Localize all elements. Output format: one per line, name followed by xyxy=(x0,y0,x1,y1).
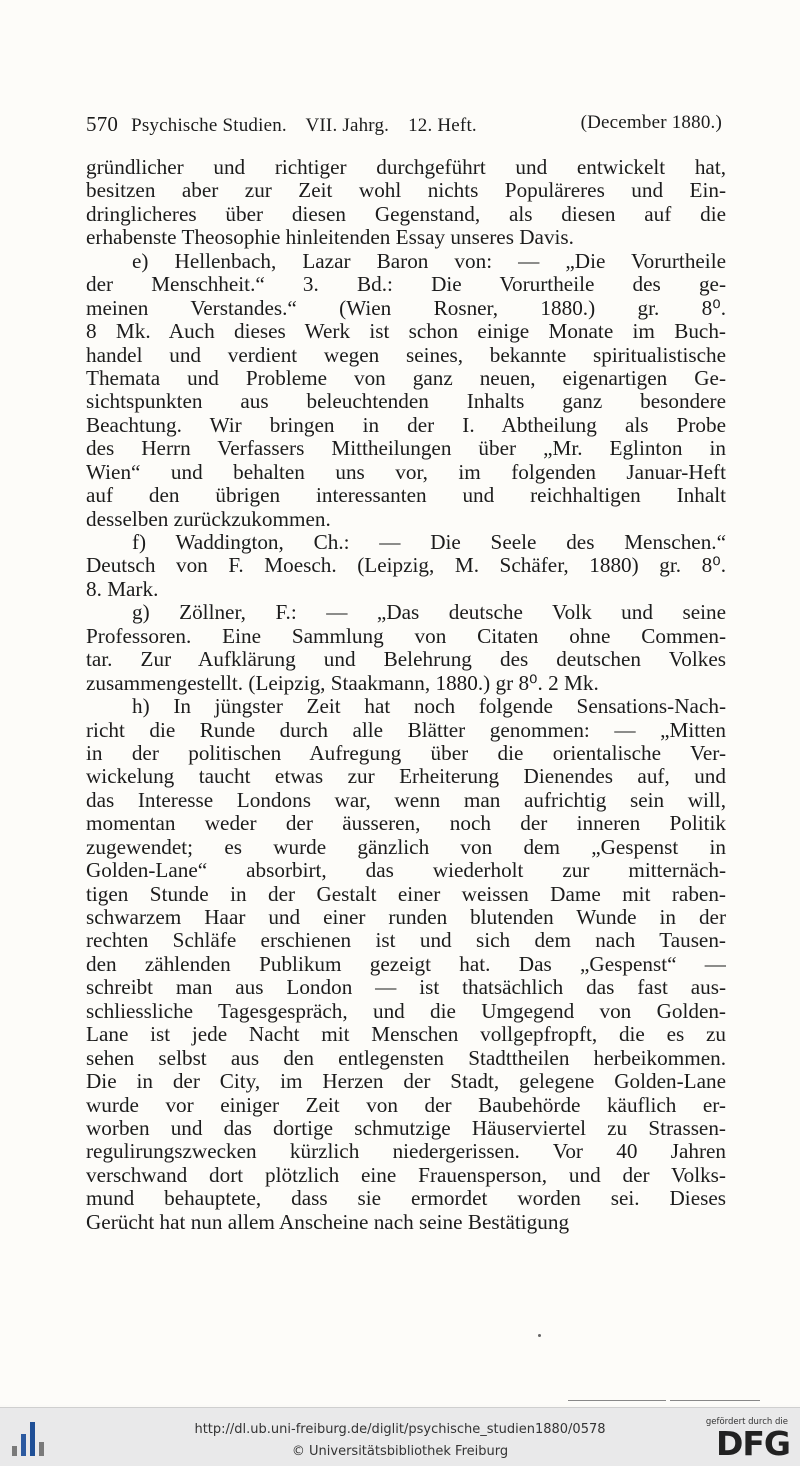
text-line: wickelung taucht etwas zur Erheiterung Dienendes auf, und xyxy=(86,765,726,789)
text-line: e) Hellenbach, Lazar Baron von: — „Die Vorurtheile xyxy=(132,249,726,273)
journal-title: Psychische Studien. xyxy=(131,115,287,136)
text-line: 8 Mk. Auch dieses Werk ist schon einige Monate im Buch- xyxy=(86,320,726,344)
text-line: regulirungszwecken kürzlich niedergerissen. Vor 40 Jahren xyxy=(86,1140,726,1164)
text-line: zusammengestellt. (Leipzig, Staakmann, 1880.) gr 8⁰. 2 Mk. xyxy=(86,671,599,695)
text-line: tar. Zur Aufklärung und Belehrung des deutschen Volkes xyxy=(86,648,726,672)
text-line: Golden-Lane“ absorbirt, das wiederholt zur mitternäch- xyxy=(86,859,726,883)
text-line: handel und verdient wegen seines, bekannte spiritualistische xyxy=(86,343,726,367)
text-line: schreibt man aus London — ist thatsächlich das fast aus- xyxy=(86,976,726,1000)
text-line: wurde vor einiger Zeit von der Baubehörde käuflich er- xyxy=(86,1093,726,1117)
text-line: Beachtung. Wir bringen in der I. Abtheilung als Probe xyxy=(86,413,726,437)
bottom-rule-right xyxy=(670,1400,760,1401)
text-line: sichtspunkten aus beleuchtenden Inhalts ganz besondere xyxy=(86,390,726,414)
funding-note: gefördert durch die xyxy=(705,1417,788,1427)
text-line: rechten Schläfe erschienen ist und sich dem nach Tausen- xyxy=(86,929,726,953)
text-line: g) Zöllner, F.: — „Das deutsche Volk und seine xyxy=(132,601,726,625)
text-line: das Interesse Londons war, wenn man aufrichtig sein will, xyxy=(86,788,726,812)
text-line: Die in der City, im Herzen der Stadt, gelegene Golden-Lane xyxy=(86,1070,726,1094)
text-line: meinen Verstandes.“ (Wien Rosner, 1880.) gr. 8⁰. xyxy=(86,296,726,320)
page-number: 570 xyxy=(86,112,119,136)
text-line: Deutsch von F. Moesch. (Leipzig, M. Schäfer, 1880) gr. 8⁰. xyxy=(86,554,726,578)
text-line: dringlicheres über diesen Gegenstand, als diesen auf die xyxy=(86,202,726,226)
text-line: gründlicher und richtiger durchgeführt und entwickelt hat, xyxy=(86,156,726,179)
dfg-logo-icon[interactable]: DFG xyxy=(715,1424,790,1463)
text-line: worben und das dortige schmutzige Häuserviertel zu Strassen- xyxy=(86,1116,726,1140)
text-line: h) In jüngster Zeit hat noch folgende Sensations-Nach- xyxy=(132,695,726,719)
body-text xyxy=(86,156,726,1234)
viewer-footer xyxy=(0,1407,800,1466)
issue: 12. Heft. xyxy=(408,115,477,136)
copyright-notice: © Universitätsbibliothek Freiburg xyxy=(291,1444,509,1459)
text-line: 8. Mark. xyxy=(86,577,159,601)
text-line: des Herrn Verfassers Mittheilungen über „Mr. Eglinton in xyxy=(86,437,726,461)
text-line: der Menschheit.“ 3. Bd.: Die Vorurtheile des ge- xyxy=(86,273,726,297)
text-line: desselben zurückzukommen. xyxy=(86,507,331,531)
text-line: Lane ist jede Nacht mit Menschen vollgepfropft, die es zu xyxy=(86,1023,726,1047)
text-line: sehen selbst aus den entlegensten Stadttheilen herbeikommen. xyxy=(86,1046,726,1070)
text-line: Themata und Probleme von ganz neuen, eigenartigen Ge- xyxy=(86,366,726,390)
text-line: verschwand dort plötzlich eine Frauensperson, und der Volks- xyxy=(86,1163,726,1187)
bottom-rule-left xyxy=(568,1400,666,1401)
running-head xyxy=(86,112,722,137)
text-line: auf den übrigen interessanten und reichhaltigen Inhalt xyxy=(86,484,726,508)
text-line: erhabenste Theosophie hinleitenden Essay unseres Davis. xyxy=(86,226,574,250)
text-line: mund behauptete, dass sie ermordet worden sei. Dieses xyxy=(86,1187,726,1211)
scan-speck xyxy=(538,1334,541,1337)
text-line: zugewendet; es wurde gänzlich von dem „Gespenst in xyxy=(86,835,726,859)
text-line: in der politischen Aufregung über die orientalische Ver- xyxy=(86,741,726,765)
text-line: tigen Stunde in der Gestalt einer weissen Dame mit raben- xyxy=(86,882,726,906)
source-url-link[interactable]: http://dl.ub.uni-freiburg.de/diglit/psychische_studien1880/0578 xyxy=(194,1422,606,1437)
text-line: momentan weder der äusseren, noch der inneren Politik xyxy=(86,812,726,836)
text-line: Professoren. Eine Sammlung von Citaten ohne Commen- xyxy=(86,624,726,648)
text-line: schwarzem Haar und einer runden blutenden Wunde in der xyxy=(86,906,726,929)
text-line: schliessliche Tagesgespräch, und die Umgegend von Golden- xyxy=(86,999,726,1023)
text-line: den zählenden Publikum gezeigt hat. Das „Gespenst“ — xyxy=(86,952,726,976)
text-line: Wien“ und behalten uns vor, im folgenden Januar-Heft xyxy=(86,460,726,484)
text-line: f) Waddington, Ch.: — Die Seele des Menschen.“ xyxy=(132,531,726,554)
text-line: Gerücht hat nun allem Anscheine nach seine Bestätigung xyxy=(86,1210,570,1234)
text-line: besitzen aber zur Zeit wohl nichts Populäreres und Ein- xyxy=(86,179,726,203)
volume: VII. Jahrg. xyxy=(305,115,390,136)
text-line: richt die Runde durch alle Blätter genommen: — „Mitten xyxy=(86,718,726,742)
issue-date: (December 1880.) xyxy=(580,112,722,133)
